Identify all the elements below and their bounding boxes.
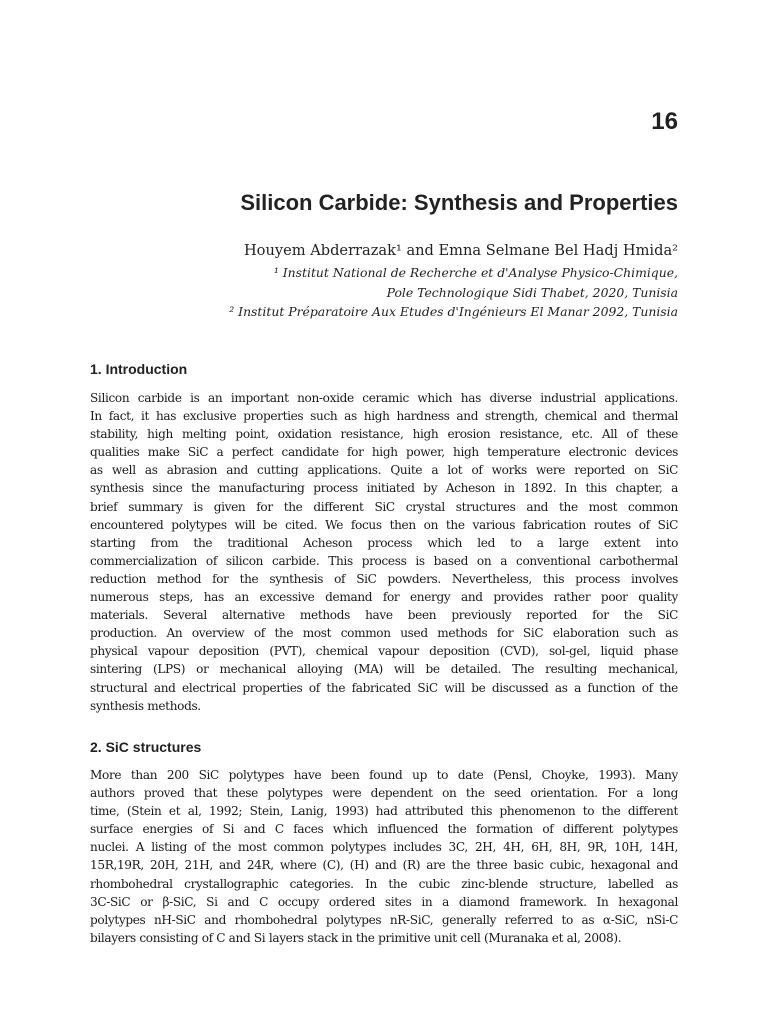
text-line: stability, high melting point, oxidation resistance, high erosion resistance, etc. All of these — [90, 427, 678, 442]
text-line: 15R,19R, 20H, 21H, and 24R, where (C), (H) and (R) are the three basic cubic, hexagonal and — [90, 858, 678, 873]
text-line: synthesis methods. — [90, 698, 201, 713]
chapter-number: 16 — [651, 108, 678, 135]
text-line: More than 200 SiC polytypes have been found up to date (Pensl, Choyke, 1993). Many — [90, 768, 678, 782]
authors: Houyem Abderrazak¹ and Emna Selmane Bel Hadj Hmida² — [243, 242, 678, 259]
text-line: 3C-SiC or β-SiC, Si and C occupy ordered sites in a diamond framework. In hexagonal — [90, 894, 678, 909]
text-line: In fact, it has exclusive properties such as high hardness and strength, chemical and thermal — [90, 409, 678, 424]
text-line: Silicon carbide is an important non-oxide ceramic which has diverse industrial applications. — [90, 391, 678, 405]
text-line: materials. Several alternative methods have been previously reported for the SiC — [90, 608, 678, 623]
section-heading-sic-structures: 2. SiC structures — [90, 739, 202, 755]
text-line: polytypes nH-SiC and rhombohedral polytypes nR-SiC, generally referred to as α-SiC, nSi-C — [90, 912, 678, 927]
text-line: starting from the traditional Acheson process which led to a large extent into — [90, 535, 678, 550]
text-line: surface energies of Si and C faces which influenced the formation of different polytypes — [90, 822, 678, 837]
text-line: physical vapour deposition (PVT), chemical vapour deposition (CVD), sol-gel, liquid phase — [90, 644, 678, 659]
text-line: numerous steps, has an excessive demand for energy and provides rather poor quality — [90, 590, 678, 605]
affiliation-2: ² Institut Préparatoire Aux Etudes d'Ingénieurs El Manar 2092, Tunisia — [229, 304, 678, 319]
sic-structures-paragraph — [90, 766, 678, 947]
text-line: structural and electrical properties of the fabricated SiC will be discussed as a function of the — [90, 680, 678, 695]
text-line: production. An overview of the most common used methods for SiC elaboration such as — [90, 626, 678, 641]
text-line: as well as abrasion and cutting applications. Quite a lot of works were reported on SiC — [90, 463, 678, 478]
introduction-paragraph — [90, 389, 678, 715]
text-line: bilayers consisting of C and Si layers stack in the primitive unit cell (Muranaka et al, 2008). — [90, 930, 622, 945]
text-line: time, (Stein et al, 1992; Stein, Lanig, 1993) had attributed this phenomenon to the different — [90, 804, 678, 819]
section-heading-introduction: 1. Introduction — [90, 361, 188, 377]
text-line: brief summary is given for the different SiC crystal structures and the most common — [90, 499, 678, 514]
text-line: synthesis since the manufacturing process initiated by Acheson in 1892. In this chapter, a — [90, 481, 678, 496]
affiliation-1-line-1: ¹ Institut National de Recherche et d'Analyse Physico-Chimique, — [273, 265, 678, 280]
affiliation-1-line-2: Pole Technologique Sidi Thabet, 2020, Tunisia — [386, 285, 678, 300]
text-line: authors proved that these polytypes were dependent on the seed orientation. For a long — [90, 786, 678, 801]
text-line: encountered polytypes will be cited. We focus then on the various fabrication routes of SiC — [90, 517, 678, 532]
text-line: commercialization of silicon carbide. This process is based on a conventional carbothermal — [90, 553, 678, 568]
text-line: qualities make SiC a perfect candidate for high power, high temperature electronic devices — [90, 445, 678, 460]
chapter-title: Silicon Carbide: Synthesis and Properties — [240, 190, 678, 215]
text-line: reduction method for the synthesis of SiC powders. Nevertheless, this process involves — [90, 571, 678, 586]
text-line: rhombohedral crystallographic categories. In the cubic zinc-blende structure, labelled as — [90, 876, 678, 891]
text-line: sintering (LPS) or mechanical alloying (MA) will be detailed. The resulting mechanical, — [90, 662, 678, 677]
text-line: nuclei. A listing of the most common polytypes includes 3C, 2H, 4H, 6H, 8H, 9R, 10H, 14H, — [90, 840, 678, 855]
